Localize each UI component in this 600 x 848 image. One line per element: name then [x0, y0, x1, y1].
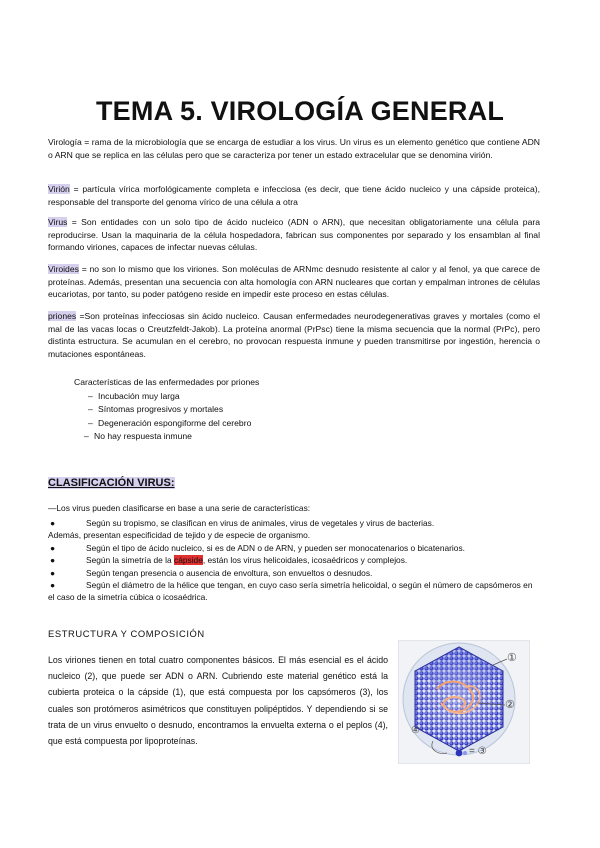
term-virus: Virus: [48, 217, 68, 227]
capsomer-sample-icon: [456, 750, 463, 757]
definition-virus: = Son entidades con un solo tipo de ácido nucleico (ADN o ARN), que necesitan obligatoriamente una célula para reproducirse. Usan la maquinaria de la célula hospedadora, fabrican sus componentes por separado y los ensamblan al final formando viriones, capaces de infectar nuevas células.: [48, 217, 540, 253]
clasificacion-intro: —Los virus pueden clasificarse en base a una serie de características:: [48, 503, 311, 513]
bullet-text: Según el tipo de ácido nucleico, si es de ADN o de ARN, y pueden ser monocatenarios o bicatenarios.: [86, 542, 465, 553]
figure-label-1: ①: [507, 652, 517, 664]
term-priones: priones: [48, 311, 77, 321]
virion-diagram: [398, 640, 530, 764]
bullet-item: [48, 579, 540, 604]
section-heading-estructura: ESTRUCTURA Y COMPOSICIÓN: [48, 628, 205, 639]
definition-priones: =Son proteínas infecciosas sin ácido nucleico. Causan enfermedades neurodegenerativas graves y mortales (como el mal de las vacas locas o Creutzfeldt-Jakob). La proteína anormal (PrPsc) tiene la misma secuencia que la normal (PrPc), pero distinta estructura. Se acumulan en el cerebro, no provocan respuesta inmune y pueden transmitirse por ingestión, herencia o mutaciones espontáneas.: [48, 311, 540, 359]
bullet-item: [48, 567, 540, 579]
paragraph-virologia: Virología = rama de la microbiología que se encarga de estudiar a los virus. Un virus es un elemento genético que contiene ADN o ARN que se replica en las células pero que se caracteriza por tener un estado extracelular que se denomina virión.: [48, 137, 540, 160]
bullet-icon: ●: [50, 580, 56, 591]
list-item: – Síntomas progresivos y mortales: [88, 403, 251, 416]
paragraph-priones: [48, 310, 540, 360]
definition-virion: = partícula vírica morfológicamente completa e infecciosa (es decir, que tiene ácido nucleico y una cápside proteica), responsable del transporte del genoma vírico de una célula a otra: [48, 184, 540, 207]
paragraph-estructura: Los viriones tienen en total cuatro componentes básicos. El más esencial es el ácido nucleico (2), que puede ser ADN o ARN. Cubriendo este material genético está la cubierta proteica o la cápside (1), que está compuesta por los capsómeros (3), los cuales son protómeros asimétricos que constituyen polipéptidos. Y dependiendo si se trata de un virus envuelto o desnudo, encontramos la envuelta externa o el peplos (4), que está compuesta por lipoproteínas.: [48, 655, 388, 747]
section-heading-text: CLASIFICACIÓN VIRUS:: [48, 477, 175, 489]
bullet-text: , están los virus helicoidales, icosaédricos y complejos.: [202, 555, 408, 566]
paragraph-virus: [48, 216, 540, 254]
section-heading-clasificacion: [48, 477, 175, 489]
list-item: – Degeneración espongiforme del cerebro: [88, 417, 251, 430]
page-title: TEMA 5. VIROLOGÍA GENERAL: [95, 96, 505, 126]
list-item: – No hay respuesta inmune: [84, 430, 251, 443]
clasificacion-bullets: [48, 517, 540, 604]
bullet-text: Según su tropismo, se clasifican en virus de animales, virus de vegetales y virus de bacterias.: [86, 518, 435, 528]
bullet-text: Según el diámetro de la hélice que tengan, en cuyo caso sería simetría helicoidal, o según el número de capsómeros en el caso de la simetría cúbica o icosaédrica.: [48, 580, 533, 603]
term-viroides: Viroides: [48, 264, 79, 274]
term-virion: Virión: [48, 184, 70, 194]
bullet-icon: ●: [50, 518, 56, 528]
figure-label-4: ④: [411, 725, 420, 736]
prion-features-title: Características de las enfermedades por priones: [74, 377, 260, 387]
highlight-capside: cápside: [174, 555, 203, 566]
bullet-item: [48, 517, 540, 529]
definition-viroides: = no son lo mismo que los viriones. Son moléculas de ARNmc desnudo resistente al calor y al fenol, ya que carece de proteínas. Además, presentan una secuencia con alta homología con ARN nucleares que cortan y empalman intrones de células eucariotas, por tanto, su poder patógeno reside en impedir este proceso en estas células.: [48, 264, 540, 300]
bullet-item: [48, 554, 540, 566]
capsid-highlight: [419, 659, 499, 739]
bullet-text: Según tengan presencia o ausencia de envoltura, son envueltos o desnudos.: [86, 567, 373, 578]
figure-label-3: = ③: [469, 746, 487, 757]
paragraph-virion: [48, 183, 540, 208]
list-item: – Incubación muy larga: [88, 390, 251, 403]
bullet-note: Además, presentan especificidad de tejido y de especie de organismo.: [48, 530, 311, 541]
capsomer-sample-small-icon: [463, 751, 467, 755]
bullet-icon: ●: [50, 567, 56, 578]
bullet-item: [48, 542, 540, 554]
figure-label-2: ②: [505, 699, 515, 711]
bullet-icon: ●: [50, 542, 56, 553]
paragraph-viroides: [48, 263, 540, 301]
bullet-icon: ●: [50, 555, 56, 566]
prion-features-list: [88, 390, 251, 444]
bullet-text: Según la simetría de la: [86, 555, 174, 566]
